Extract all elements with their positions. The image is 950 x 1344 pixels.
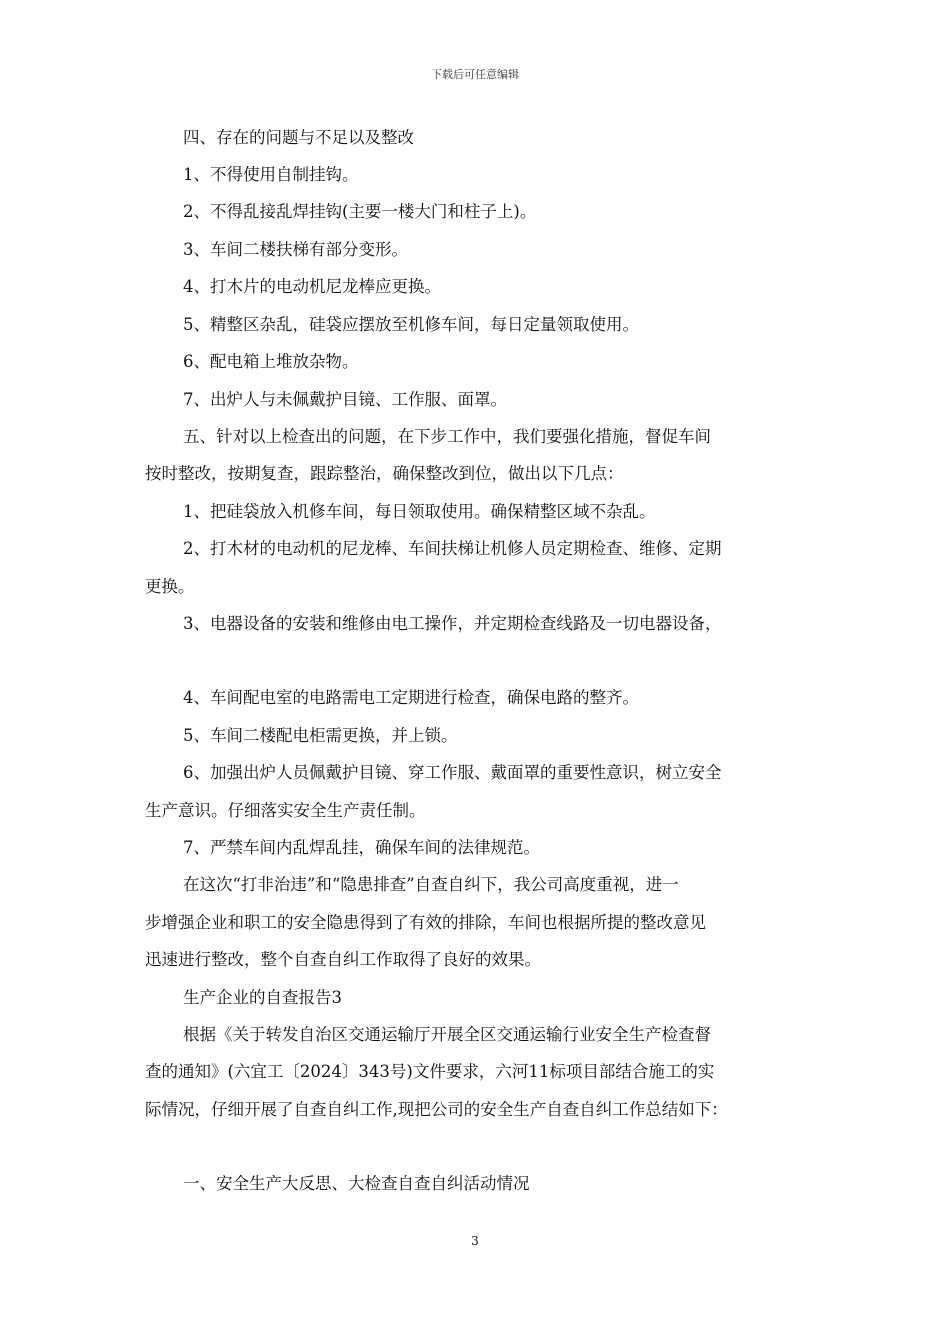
- list-item: 5、车间二楼配电柜需更换，并上锁。: [183, 726, 458, 745]
- paragraph-line: 按时整改，按期复查，跟踪整治，确保整改到位，做出以下几点：: [145, 464, 624, 483]
- paragraph-line: 五、针对以上检查出的问题，在下步工作中，我们要强化措施，督促车间: [183, 427, 711, 446]
- list-item: 7、出炉人与未佩戴护目镜、工作服、面罩。: [183, 390, 507, 409]
- list-item: 1、把硅袋放入机修车间，每日领取使用。确保精整区域不杂乱。: [183, 502, 656, 521]
- list-item: 6、配电箱上堆放杂物。: [183, 352, 359, 371]
- page-header: 下载后可任意编辑: [431, 68, 519, 81]
- paragraph-line: 查的通知》(六宜工〔2024〕343号)文件要求，六河11标项目部结合施工的实: [145, 1062, 715, 1081]
- list-item: 1、不得使用自制挂钩。: [183, 165, 359, 184]
- paragraph-line: 在这次“打非治违”和“隐患排查”自查自纠下，我公司高度重视，进一: [183, 875, 679, 894]
- paragraph-line: 生产意识。仔细落实安全生产责任制。: [145, 801, 426, 820]
- list-item: 3、车间二楼扶梯有部分变形。: [183, 240, 408, 259]
- list-item: 2、不得乱接乱焊挂钩(主要一楼大门和柱子上)。: [183, 202, 537, 221]
- section-title: 生产企业的自查报告3: [183, 988, 342, 1007]
- paragraph-line: 迅速进行整改，整个自查自纠工作取得了良好的效果。: [145, 950, 541, 969]
- section-heading: 一、安全生产大反思、大检查自查自纠活动情况: [183, 1174, 530, 1193]
- paragraph-line: 根据《关于转发自治区交通运输厅开展全区交通运输行业安全生产检查督: [183, 1025, 711, 1044]
- list-item: 2、打木材的电动机的尼龙棒、车间扶梯让机修人员定期检查、维修、定期: [183, 539, 722, 558]
- paragraph-line: 际情况，仔细开展了自查自纠工作,现把公司的安全生产自查自纠工作总结如下：: [145, 1100, 728, 1119]
- list-item: 6、加强出炉人员佩戴护目镜、穿工作服、戴面罩的重要性意识，树立安全: [183, 763, 722, 782]
- list-item: 4、打木片的电动机尼龙棒应更换。: [183, 277, 441, 296]
- paragraph-line: 更换。: [145, 577, 195, 596]
- paragraph-line: 步增强企业和职工的安全隐患得到了有效的排除，车间也根据所提的整改意见: [145, 913, 706, 932]
- list-item: 5、精整区杂乱，硅袋应摆放至机修车间，每日定量领取使用。: [183, 315, 639, 334]
- list-item: 3、电器设备的安装和维修由电工操作，并定期检查线路及一切电器设备，: [183, 614, 722, 633]
- list-item: 7、严禁车间内乱焊乱挂，确保车间的法律规范。: [183, 838, 540, 857]
- section-heading: 四、存在的问题与不足以及整改: [183, 128, 414, 147]
- page-number: 3: [471, 1234, 479, 1248]
- list-item: 4、车间配电室的电路需电工定期进行检查，确保电路的整齐。: [183, 688, 639, 707]
